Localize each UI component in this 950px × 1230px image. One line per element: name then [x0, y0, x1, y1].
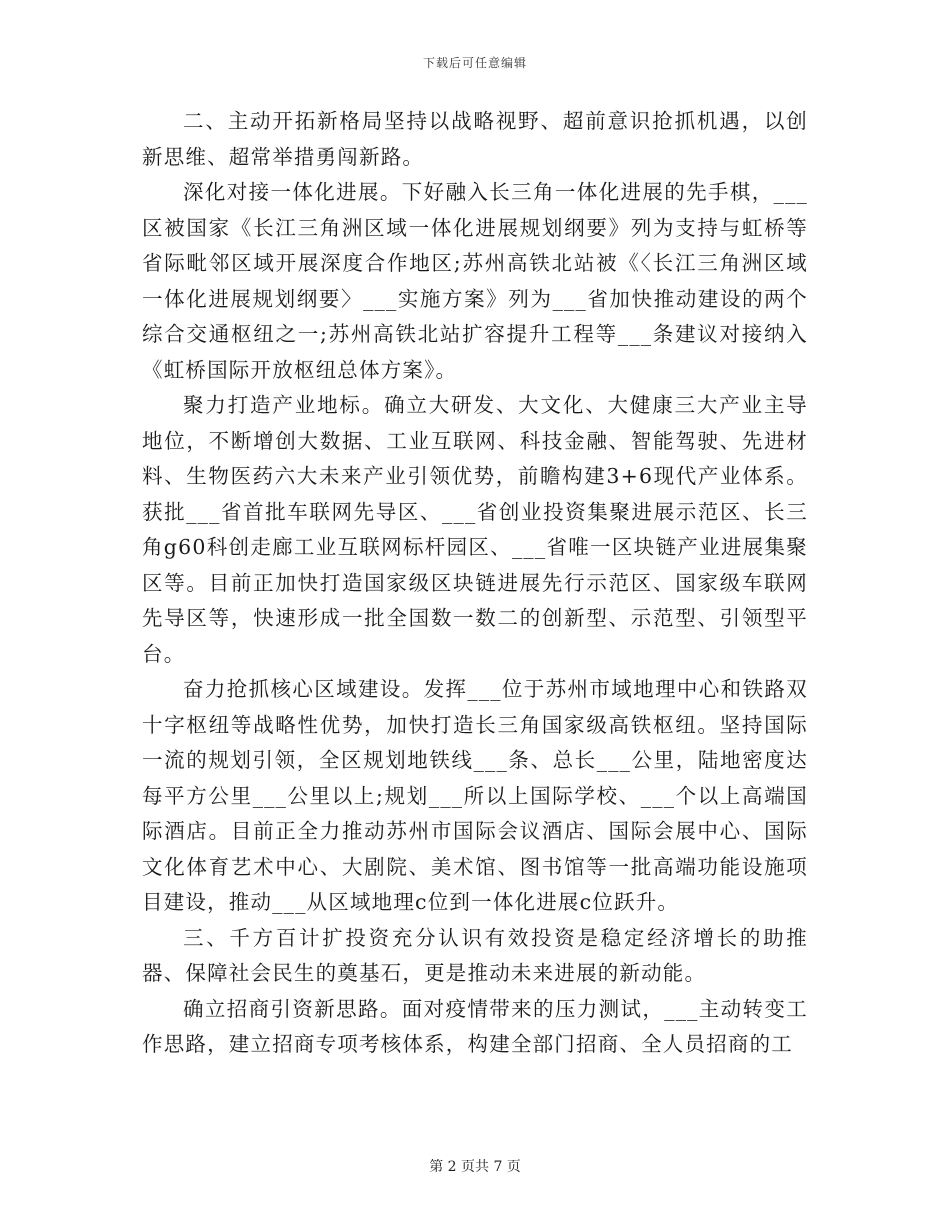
document-body — [142, 104, 808, 1063]
page-number: 第 2 页共 7 页 — [429, 1159, 521, 1175]
paragraph-section-three-heading: 三、千方百计扩投资充分认识有效投资是稳定经济增长的助推器、保障社会民生的奠基石，更是推动未来进展的新动能。 — [142, 925, 808, 985]
paragraph-section-two-heading: 二、主动开拓新格局坚持以战略视野、超前意识抢抓机遇，以创新思维、超常举措勇闯新路。 — [142, 109, 808, 169]
paragraph-investment: 确立招商引资新思路。面对疫情带来的压力测试，___主动转变工作思路，建立招商专项考核体系，构建全部门招商、全人员招商的工 — [142, 996, 808, 1056]
paragraph-industry: 聚力打造产业地标。确立大研发、大文化、大健康三大产业主导地位，不断增创大数据、工业互联网、科技金融、智能驾驶、先进材料、生物医药六大未来产业引领优势，前瞻构建3+6现代产业体系。获批___省首批车联网先导区、___省创业投资集聚进展示范区、长三角g60科创走廊工业互联网标杆园区、___省唯一区块链产业进展集聚区等。目前正加快打造国家级区块链进展先行示范区、国家级车联网先导区等，快速形成一批全国数一数二的创新型、示范型、引领型平台。 — [142, 393, 808, 666]
page-header: 下载后可任意编辑 — [422, 56, 527, 70]
paragraph-core-area: 奋力抢抓核心区域建设。发挥___位于苏州市域地理中心和铁路双十字枢纽等战略性优势，加快打造长三角国家级高铁枢纽。坚持国际一流的规划引领，全区规划地铁线___条、总长___公里，陆地密度达每平方公里___公里以上;规划___所以上国际学校、___个以上高端国际酒店。目前正全力推动苏州市国际会议酒店、国际会展中心、国际文化体育艺术中心、大剧院、美术馆、图书馆等一批高端功能设施项目建设，推动___从区域地理c位到一体化进展c位跃升。 — [142, 677, 808, 914]
paragraph-integration: 深化对接一体化进展。下好融入长三角一体化进展的先手棋，___区被国家《长江三角洲区域一体化进展规划纲要》列为支持与虹桥等省际毗邻区域开展深度合作地区;苏州高铁北站被《〈长江三角洲区域一体化进展规划纲要〉___实施方案》列为___省加快推动建设的两个综合交通枢纽之一;苏州高铁北站扩容提升工程等___条建议对接纳入《虹桥国际开放枢纽总体方案》。 — [142, 180, 808, 382]
